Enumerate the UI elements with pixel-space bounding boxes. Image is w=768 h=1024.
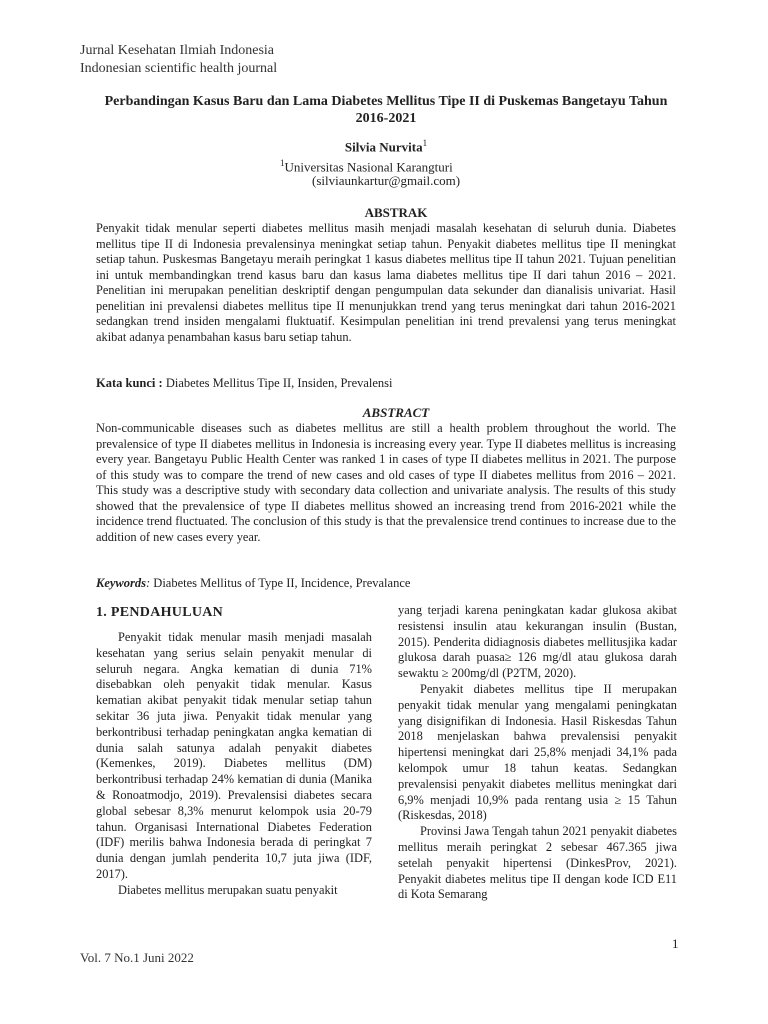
article-title: Perbandingan Kasus Baru dan Lama Diabetes Mellitus Tipe II di Puskemas Bangetayu Tahun 2016-2021: [104, 94, 668, 126]
paragraph: yang terjadi karena peningkatan kadar glukosa akibat resistensi insulin atau kekurangan insulin (Bustan, 2015). Penderita didiagnosis diabetes mellitusjika kadar glukosa darah puasa≥ 126 mg/dl atau glukosa darah sewaktu ≥ 200mg/dl (P2TM, 2020).: [398, 603, 677, 681]
affiliation-superscript: 1: [280, 158, 285, 168]
kata-kunci-label: Kata kunci :: [96, 376, 163, 390]
author-superscript: 1: [422, 138, 428, 148]
abstrak-body: Penyakit tidak menular seperti diabetes mellitus masih menjadi masalah kesehatan di seluruh dunia. Diabetes mellitus tipe II di Indonesia prevalensinya meningkat setiap tahun. Penyakit diabetes mellitus tipe II meningkat setiap tahun. Puskesmas Bangetayu meraih peringkat 1 kasus diabetes mellitus tipe II tahun 2021. Tujuan penelitian ini untuk membandingkan trend kasus baru dan kasus lama diabetes mellitus tipe II dari tahun 2016 – 2021. Penelitian ini merupakan penelitian deskriptif dengan pengumpulan data sekunder dan dianalisis univariat. Hasil penelitian ini prevalensi diabetes mellitus tipe II menunjukkan trend yang terus meningkat dari tahun 2016-2021 sedangkan trend insiden mengalami fluktuatif. Kesimpulan penelitian ini trend prevalensi yang terus meningkat akibat adanya penambahan kasus baru setiap tahun.: [96, 221, 676, 344]
journal-name: Jurnal Kesehatan Ilmiah Indonesia: [80, 43, 274, 58]
paragraph: Provinsi Jawa Tengah tahun 2021 penyakit diabetes mellitus meraih peringkat 2 sebesar 467.365 jiwa setelah penyakit hipertensi (DinkesProv, 2021). Penyakit diabetes melitus tipe II dengan kode ICD E11 di Kota Semarang: [398, 824, 677, 902]
affiliation-text: Universitas Nasional Karangturi: [284, 159, 453, 175]
journal-subtitle: Indonesian scientific health journal: [80, 61, 278, 76]
left-column: [96, 630, 372, 899]
abstract-body: Non-communicable diseases such as diabetes mellitus are still a health problem throughout the world. The prevalensice of type II diabetes mellitus in Indonesia is increasing every year. Type II diabetes mellitus is increasing every year. Bangetayu Public Health Center was ranked 1 in cases of type II diabetes mellitus in 2021. The purpose of this study was to compare the trend of new cases and old cases of type II diabetes mellitus from 2016 – 2021. This study was a descriptive study with secondary data collection and univariate analysis. The results of this study showed that the prevalensice of type II diabetes mellitus showed an increasing trend from 2016-2021 while the incidence trend fluctuated. The conclusion of this study is that the prevalensice trend continues to increase due to the addition of new cases every year.: [96, 421, 676, 544]
keywords-label: Keywords: [96, 576, 146, 590]
right-column: [398, 603, 677, 903]
keywords-values: Diabetes Mellitus of Type II, Incidence, Prevalance: [150, 576, 411, 590]
kata-kunci: [96, 375, 393, 391]
keywords: [96, 575, 410, 591]
section-heading: 1. PENDAHULUAN: [96, 605, 224, 620]
author-email: (silviaunkartur@gmail.com): [312, 173, 461, 188]
page-number: 1: [672, 936, 679, 951]
abstract-heading: ABSTRACT: [362, 405, 430, 420]
paragraph: Penyakit tidak menular masih menjadi masalah kesehatan yang serius selain penyakit menular di seluruh negara. Angka kematian di dunia 71% disebabkan oleh penyakit tidak menular. Kasus kematian akibat penyakit tidak menular setiap tahun sekitar 36 juta jiwa. Penyakit tidak menular yang berkontribusi terhadap peningkatan angka kematian di dunia salah satunya adalah penyakit diabetes (Kemenkes, 2019). Diabetes mellitus (DM) berkontribusi terhadap 24% kematian di dunia (Manika & Ronoatmodjo, 2019). Prevalensisi diabetes secara global sebesar 8,3% menurut kelompok usia 20-79 tahun. Organisasi International Diabetes Federation (IDF) merilis bahwa Indonesia berada di peringkat 7 dunia dengan jumlah penderita 10,7 juta jiwa (IDF, 2017).: [96, 630, 372, 881]
abstrak-heading: ABSTRAK: [364, 205, 428, 220]
paragraph: Diabetes mellitus merupakan suatu penyakit: [118, 882, 338, 897]
paragraph: Penyakit diabetes mellitus tipe II merupakan penyakit tidak menular yang mengalami peningkatan yang disignifikan di Indonesia. Hasil Riskesdas Tahun 2018 menjelaskan bahwa prevalensisi penyakit hipertensi meningkat dari 25,8% menjadi 34,1% pada kelompok umur 18 tahun keatas. Sedangkan prevalensisi penyakit diabetes mellitus meningkat dari 6,9% menjadi 10,9% pada rentang usia ≥ 15 Tahun (Riskesdas, 2018): [398, 681, 677, 823]
author-name: [96, 138, 676, 155]
kata-kunci-values: Diabetes Mellitus Tipe II, Insiden, Prevalensi: [162, 376, 393, 390]
journal-header: [80, 42, 277, 78]
volume-footer: Vol. 7 No.1 Juni 2022: [80, 950, 194, 965]
keywords-colon: :: [146, 576, 151, 590]
author-name-text: Silvia Nurvita: [344, 139, 423, 155]
